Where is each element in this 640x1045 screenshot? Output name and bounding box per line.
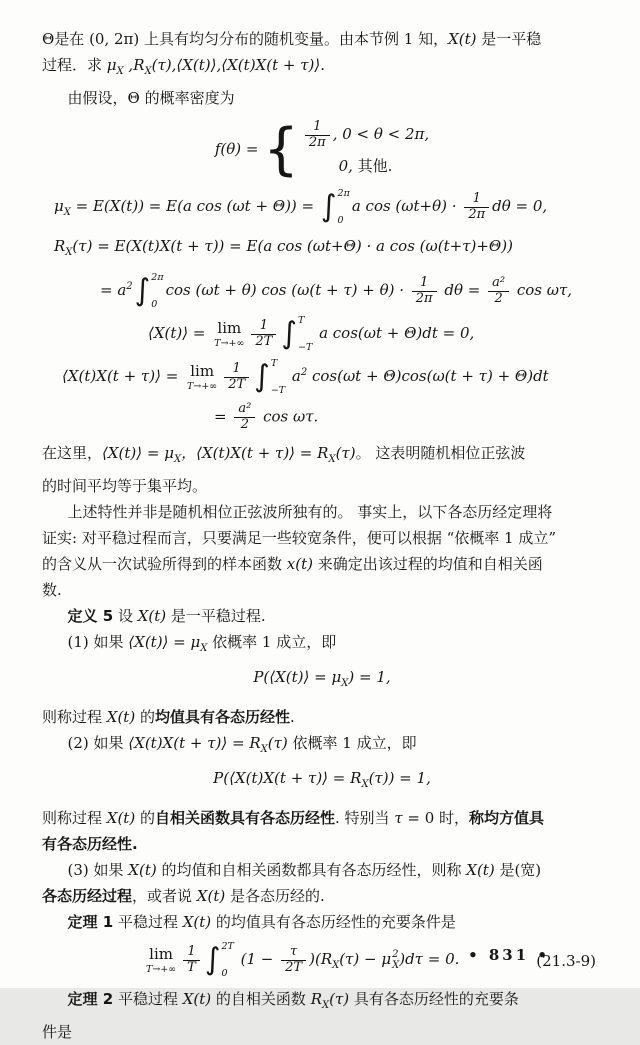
math-run: τ [394,809,403,828]
text-run: 的 [135,708,155,727]
math-run: f(θ) = [214,140,264,159]
text-run: 过程．求 [42,56,107,74]
math-run: = [214,407,232,426]
text-run: 是一平稳 [476,30,542,48]
item1-line [42,629,602,662]
math-run: cos(ωt + Θ)cos(ω(t + τ) + Θ)dt [307,367,549,386]
math-run: a cos (ωt+θ) · [351,197,462,216]
subscript: X [392,960,400,972]
math-run: dθ = 0, [492,197,548,216]
math-run: (τ),⟨X(t)⟩,⟨X(t)X(t + τ)⟩. [151,56,325,74]
math-run: X(t) [182,913,212,932]
text-run: 平稳过程 [113,990,183,1009]
cases-rows [302,118,429,182]
text-run: 的均值具有各态历经性的充要条件是 [211,913,456,932]
lower-limit: 0 [221,967,228,979]
integral-limits [338,189,350,225]
subscript: X [200,643,208,655]
denominator: 2 [240,417,249,433]
text-run: ，或者说 [132,887,197,906]
lower-limit: 0 [337,214,344,226]
subscript: X [341,678,349,690]
lim-word: lim [190,361,215,380]
fraction [234,402,255,433]
superscript: 2 [300,367,308,379]
denominator: T [187,959,196,975]
theorem1-line [42,909,602,935]
integral [281,316,312,352]
definition5-line [42,603,602,629]
superscript: 2 [392,949,399,961]
math-run: (τ) − μ [339,950,392,969]
subscript: X [260,744,268,756]
time-average-mean-formula [148,316,602,352]
math-run: )(R [309,950,333,969]
math-run: (τ) [267,734,288,753]
text-run: 平稳过程 [113,913,183,932]
text-run: 依概率 1 成立，即 [287,734,417,753]
math-run: P(⟨X(t)⟩ = μ [253,668,342,687]
integral [135,273,164,309]
math-run: (τ)) = 1, [368,769,431,788]
text-run: 依概率 1 成立，即 [207,633,337,652]
item2-equation [42,765,602,798]
text-run-bold: 定理 2 [67,990,114,1009]
item3-line-1 [42,857,602,883]
page-number: • 831 • [468,946,550,964]
math-run: (τ) [329,990,350,1009]
denominator: 2π [308,134,326,150]
math-run: ⟨X(t)X(t + τ)⟩ = [62,367,184,386]
item1-result-line [42,704,602,730]
numerator: 1 [224,362,249,378]
math-run: μ [54,197,64,216]
subscript: X [321,1000,330,1012]
text-run: 则称过程 [42,809,107,828]
autocorr-formula-line-1 [54,233,602,266]
integral-sign-icon: ∫ [281,316,297,352]
denominator: 2T [285,959,303,975]
math-run: cos ωτ. [258,407,319,426]
text-run: Θ是在 (0, 2π) 上具有均匀分布的随机变量。由本节例 1 知， [42,30,449,48]
denominator: 2 [494,290,503,306]
lim-under: T→+∞ [187,380,218,392]
math-run: μ [106,56,117,74]
text-run: 数. [42,581,62,600]
fraction [281,945,306,976]
upper-limit: 2T [221,941,234,953]
text-run-bold: 各态历经过程 [42,887,133,906]
text-run: 则称过程 [42,708,107,727]
superscript: 2 [126,281,133,293]
subscript: X [116,66,124,77]
text-run: 的均值和自相关函数都具有各态历经性，则称 [156,861,467,880]
text-run-bold: 均值具有各态历经性 [154,708,290,727]
fraction [488,276,509,307]
text-run: 的 [135,809,155,828]
math-run: 0, [338,157,353,176]
ergodic-paragraph-line-3 [42,551,602,577]
numerator: 1 [464,192,489,208]
upper-limit: T [298,315,305,327]
text-run-bold: 自相关函数具有各态历经性 [154,809,335,828]
ergodic-paragraph-line-4 [42,577,602,603]
subscript: X [332,960,340,972]
cases-row [302,150,429,182]
text-run: 上述特性并非是随机相位正弦波所独有的。 事实上，以下各态历经定理将 [67,503,553,522]
lim-word: lim [217,318,242,337]
math-run: (τ) = E(X(t)X(t + τ)) = E(a cos (ωt+Θ) · a cos (ω(t+τ)+Θ)) [72,237,513,256]
limit [146,944,177,975]
math-run: a cos(ωt + Θ)dt = 0, [314,324,475,343]
fraction [412,276,437,307]
cases-row [302,118,429,150]
math-run: ⟨X(t)⟩ = μ [128,633,201,652]
integral-limits [271,359,285,395]
text-run: 。 这表明随机相位正弦波 [355,444,526,463]
math-run: a [287,367,301,386]
autocorr-formula-line-2 [100,273,602,309]
fraction [464,192,489,223]
item1-equation [42,664,602,697]
theorem2-line-2 [42,1019,602,1045]
numerator: 1 [412,276,437,292]
math-run: ⟨X(t)X(t + τ)⟩ = R [128,734,261,753]
fraction [224,362,249,393]
subscript: X [173,454,182,466]
math-run: x(t) [286,555,313,574]
math-run: dθ = [439,281,486,300]
text-run: (2) 如果 [67,734,129,753]
theorem2-line-1 [42,986,602,1019]
upper-limit: 2π [337,188,350,200]
text-run: 的含义从一次试验所得到的样本函数 [42,555,287,574]
math-run: X(t) [106,809,136,828]
text-run: . 特别当 [335,809,395,828]
conclusion-line-2 [42,473,602,499]
text-run: 在这里， [42,444,103,463]
denominator: 2T [228,376,246,392]
text-run: = 0 时， [402,809,470,828]
upper-limit: 2π [151,272,164,284]
numerator: a² [234,402,255,418]
intro-line-1 [42,26,602,52]
text-run-bold: 称均方值具 [469,809,545,828]
numerator: 1 [305,120,330,136]
ergodic-paragraph-line-1 [42,499,602,525]
numerator: 1 [183,945,200,961]
subscript: X [144,66,152,77]
math-run: X(t) [128,861,157,880]
numerator: τ [281,945,306,961]
text-run: 的自相关函数 [211,990,311,1009]
integral-sign-icon: ∫ [320,189,337,225]
math-run: R [54,237,66,256]
math-run: (1 − [235,950,279,969]
subscript: X [63,207,71,219]
math-run: (τ) [335,444,356,463]
text-run-bold: 有各态历经性. [42,835,138,854]
ergodic-paragraph-line-2 [42,525,602,551]
numerator: a² [488,276,509,292]
upper-limit: T [270,358,278,370]
math-run: ) = 1, [348,668,391,687]
subscript: X [328,454,336,466]
left-brace-icon: { [263,117,299,183]
lower-limit: −T [270,384,286,396]
numerator: 1 [251,319,276,335]
text-run: 是一平稳过程. [166,607,266,626]
text-run: 具有各态历经性的充要条 [349,990,519,1009]
math-run: X(t) [182,990,212,1009]
text-run-bold: 定理 1 [67,913,114,932]
density-formula [42,118,602,182]
denominator: 2π [468,206,486,222]
math-run: X(t) [196,887,226,906]
mean-formula [54,189,602,226]
piecewise-cases [263,118,429,182]
math-run: X(t) [466,861,495,880]
subscript: X [361,779,369,791]
text-run: 是(宽) [494,861,542,880]
text-run: (1) 如果 [67,633,129,652]
integral-sign-icon: ∫ [254,359,270,395]
math-run: P(⟨X(t)X(t + τ)⟩ = R [213,769,362,788]
integral-limits [221,942,233,978]
math-run: )dτ = 0. [399,950,460,969]
lower-limit: −T [298,341,313,353]
equation-number: (21.3-9) [536,951,596,970]
lim-under: T→+∞ [214,337,245,349]
math-run: cos ωτ, [512,281,573,300]
assumption-line [42,85,602,111]
integral-limits [298,316,312,352]
integral [321,189,350,225]
fraction [251,319,276,350]
item2-result-line-2 [42,831,602,857]
text-run: 件是 [42,1023,73,1042]
integral-sign-icon: ∫ [134,273,151,309]
integral [254,359,285,395]
integral-sign-icon: ∫ [204,942,221,978]
item2-result-line-1 [42,805,602,831]
lim-under: T→+∞ [146,963,177,975]
lower-limit: 0 [151,298,158,310]
math-run: = a [100,281,127,300]
time-average-autocorr-line-2 [214,402,602,433]
math-run: ,R [123,56,145,74]
math-run: = E(X(t)) = E(a cos (ωt + Θ)) = [70,197,319,216]
math-run: R [310,990,322,1009]
text-run: 由假设，Θ 的概率密度为 [67,89,235,107]
text-run: 证实: 对平稳过程而言，只要满足一些较宽条件，便可以根据 “依概率 1 成立” [42,529,557,548]
math-run: ，⟨X(t)X(t + τ)⟩ = R [181,444,329,463]
limit [187,361,218,392]
fraction [305,120,330,151]
math-run: X(t) [106,708,136,727]
limit [214,318,245,349]
text-run: 来确定出该过程的均值和自相关函 [312,555,543,574]
conclusion-line-1 [42,440,602,473]
integral-limits [151,273,163,309]
item2-line [42,730,602,763]
text-run: 的时间平均等于集平均。 [42,477,208,496]
text-run: 是各态历经的. [225,887,325,906]
text-run: 设 [113,607,138,626]
subscript: X [65,247,73,259]
fraction [183,945,200,976]
math-run: X(t) [448,30,477,48]
math-run: cos (ωt + θ) cos (ω(t + τ) + θ) · [165,281,409,300]
integral [205,942,234,978]
lim-word: lim [149,944,173,963]
text-run-bold: 定义 5 [67,607,114,626]
text-run: . [290,708,295,727]
math-run: ⟨X(t)⟩ = [148,324,211,343]
time-average-autocorr-line-1 [62,359,602,395]
math-run: ⟨X(t)⟩ = μ [102,444,174,463]
text-run: (3) 如果 [67,861,129,880]
denominator: 2π [415,290,433,306]
denominator: 2T [255,333,273,349]
item3-line-2 [42,883,602,909]
math-run: X(t) [137,607,167,626]
intro-line-2 [42,52,602,85]
math-run: , 0 < θ < 2π, [332,125,430,143]
text-run: 其他. [352,157,393,176]
